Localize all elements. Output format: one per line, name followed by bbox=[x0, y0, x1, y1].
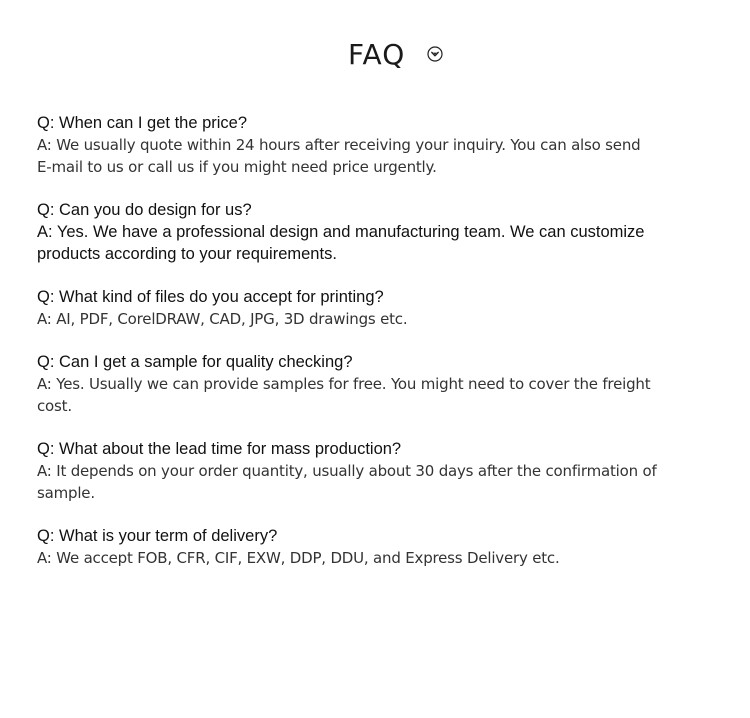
faq-item bbox=[37, 438, 717, 504]
faq-question: Q: When can I get the price? bbox=[37, 114, 248, 132]
faq-answer-line: A: It depends on your order quantity, usually about 30 days after the confirmation of bbox=[37, 462, 657, 480]
faq-item bbox=[37, 199, 717, 265]
faq-answer-line: A: Yes. We have a professional design and manufacturing team. We can customize bbox=[37, 223, 645, 241]
faq-answer-line: A: Yes. Usually we can provide samples for free. You might need to cover the freight bbox=[37, 375, 651, 393]
faq-question: Q: Can I get a sample for quality checking? bbox=[37, 353, 353, 371]
faq-item bbox=[37, 286, 717, 330]
faq-header bbox=[0, 38, 750, 74]
faq-answer-line: A: We usually quote within 24 hours after receiving your inquiry. You can also send bbox=[37, 136, 641, 154]
chevron-down-circle-icon[interactable] bbox=[427, 46, 443, 62]
faq-question: Q: What about the lead time for mass production? bbox=[37, 440, 402, 458]
faq-item bbox=[37, 351, 717, 417]
faq-list bbox=[37, 112, 717, 590]
faq-answer-line: A: We accept FOB, CFR, CIF, EXW, DDP, DDU, and Express Delivery etc. bbox=[37, 549, 560, 567]
faq-question: Q: Can you do design for us? bbox=[37, 201, 252, 219]
faq-answer-line: cost. bbox=[37, 397, 72, 415]
faq-item bbox=[37, 525, 717, 569]
faq-question: Q: What kind of files do you accept for printing? bbox=[37, 288, 384, 306]
faq-answer-line: E-mail to us or call us if you might need price urgently. bbox=[37, 158, 437, 176]
faq-answer-line: sample. bbox=[37, 484, 95, 502]
faq-answer-line: A: AI, PDF, CorelDRAW, CAD, JPG, 3D drawings etc. bbox=[37, 310, 408, 328]
faq-answer-line: products according to your requirements. bbox=[37, 245, 337, 263]
faq-question: Q: What is your term of delivery? bbox=[37, 527, 278, 545]
page-title: FAQ bbox=[348, 38, 406, 71]
faq-item bbox=[37, 112, 717, 178]
